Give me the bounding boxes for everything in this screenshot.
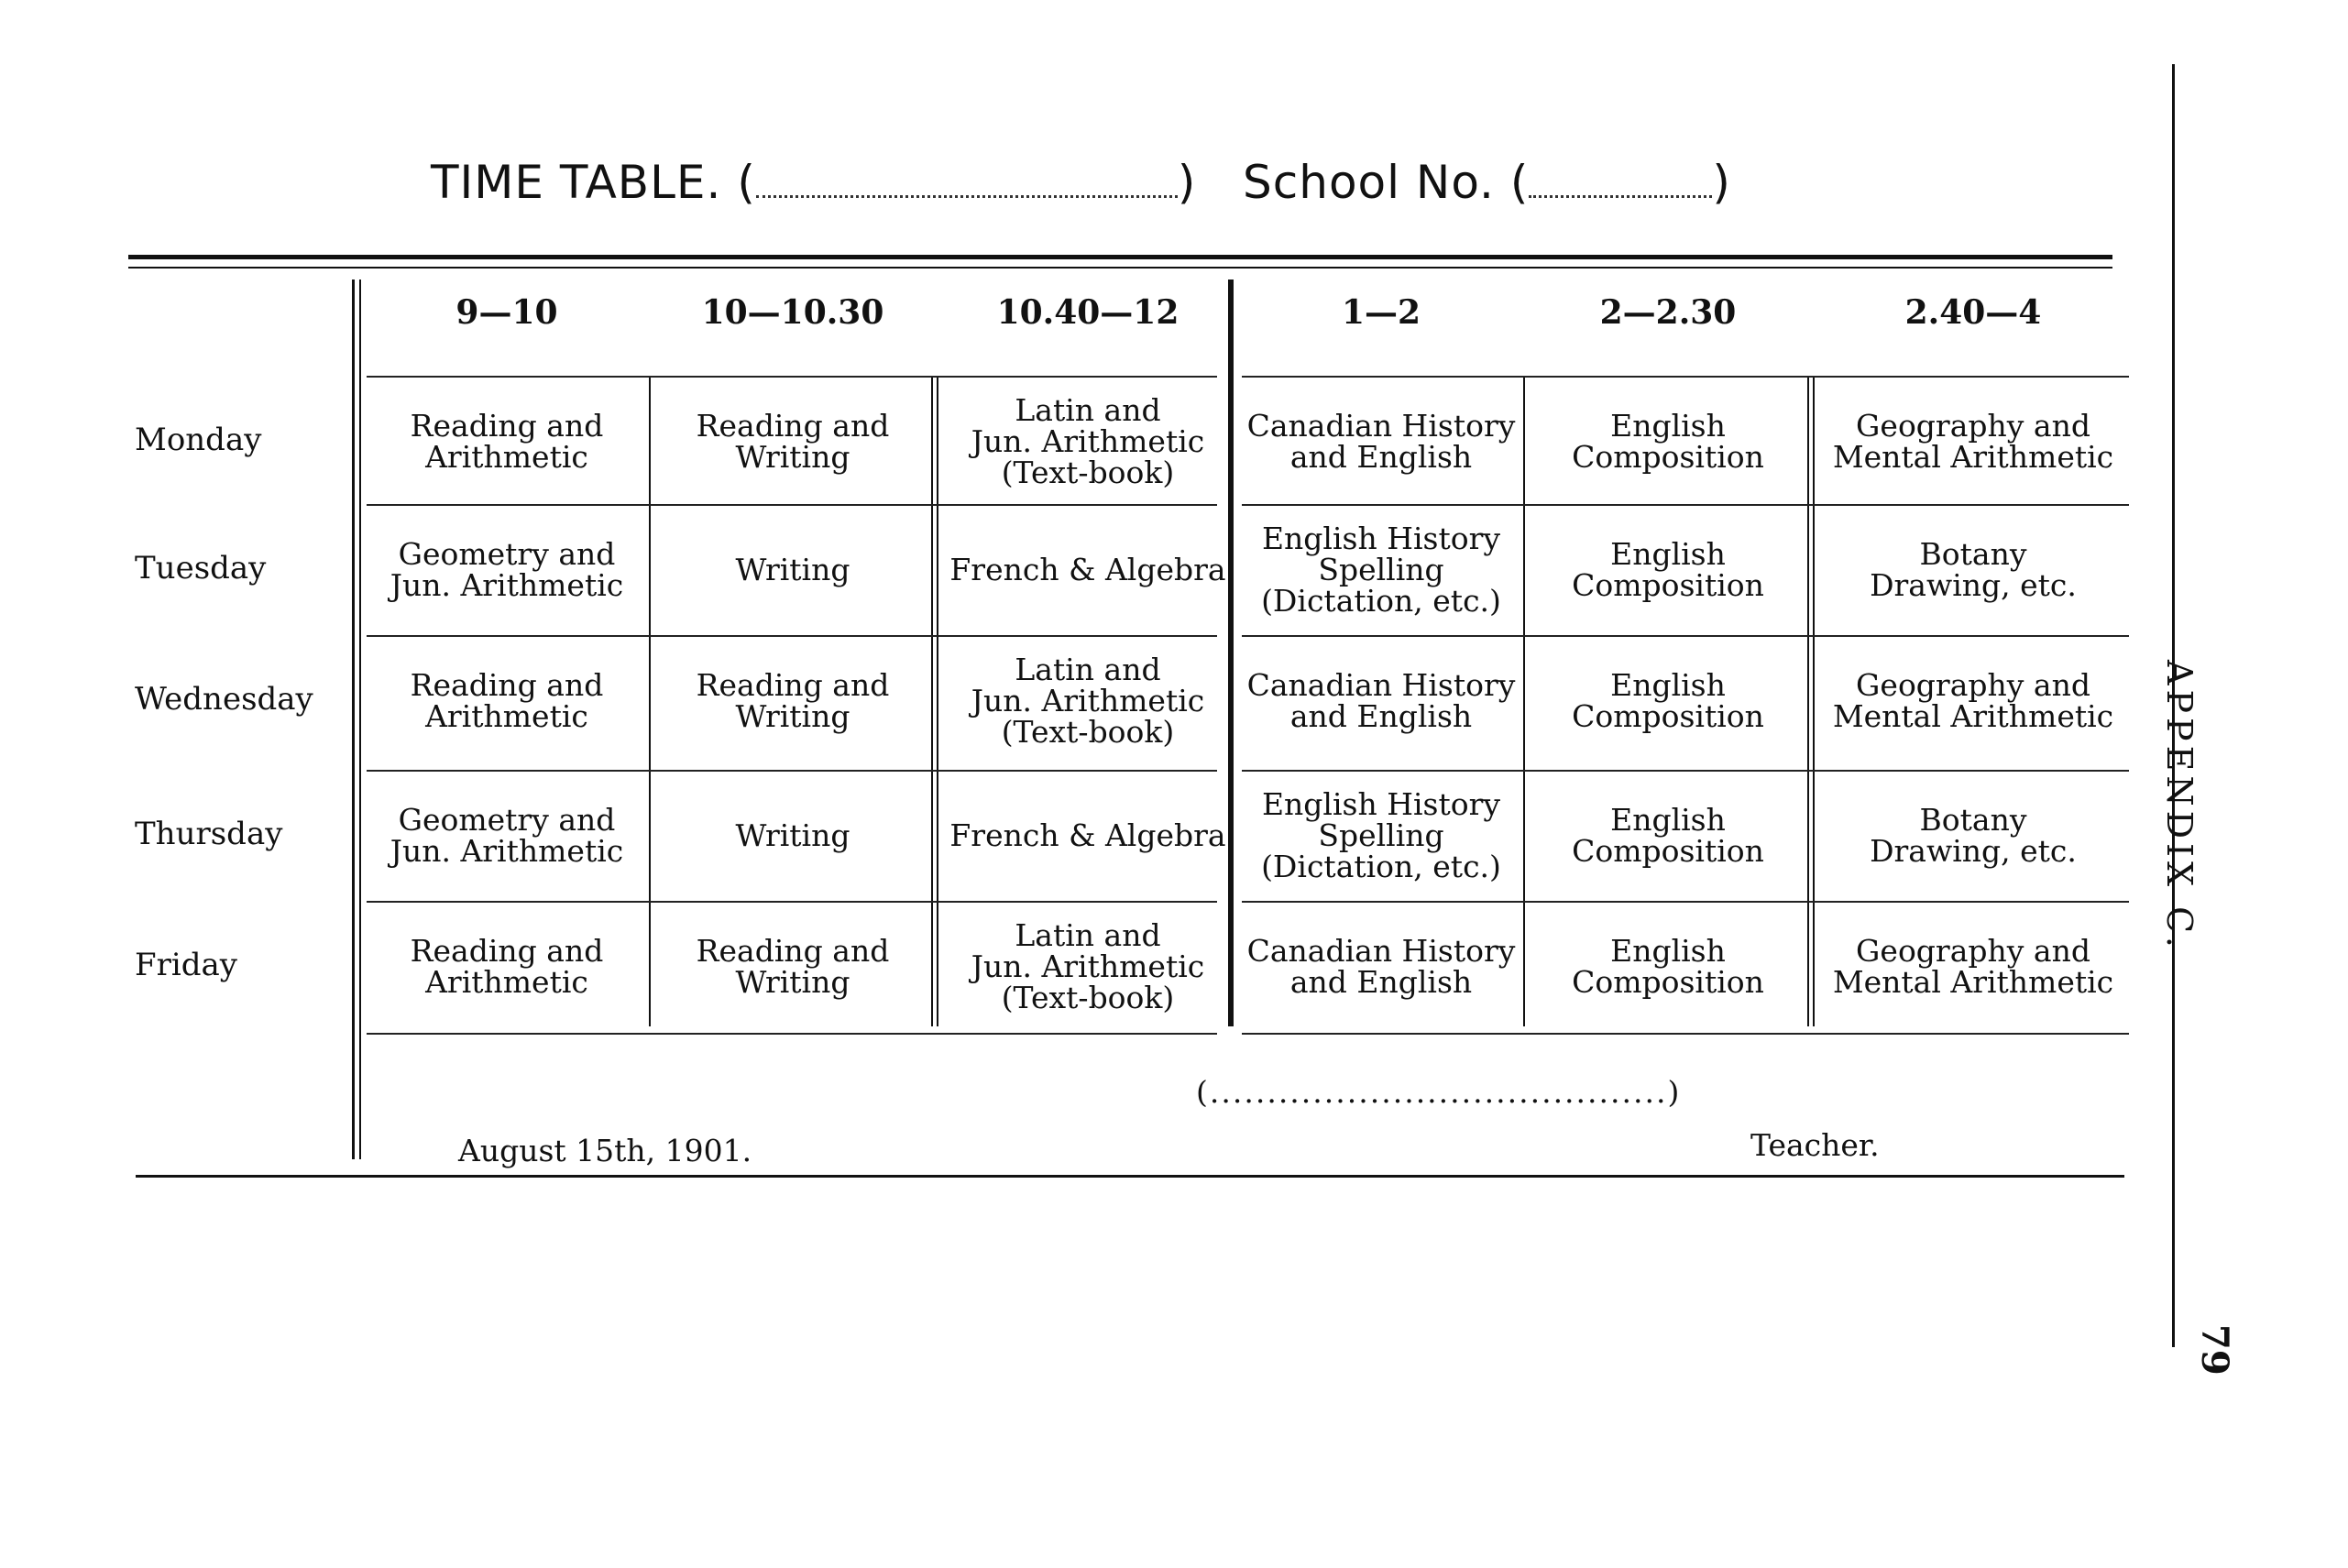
column-rule <box>937 376 938 1026</box>
date-text: August 15th, 1901. <box>458 1133 752 1168</box>
table-cell: Geography and Mental Arithmetic <box>1832 932 2114 1000</box>
column-rule <box>1523 376 1525 1026</box>
table-cell: Latin and Jun. Arithmetic (Text-book) <box>971 916 1205 1015</box>
time-header: 2.40—4 <box>1904 293 2042 332</box>
timetable-label: TIME TABLE. <box>431 156 722 209</box>
row-rule <box>367 1033 1217 1035</box>
column-rule <box>649 376 651 1026</box>
table-cell: Reading and Writing <box>696 932 890 1000</box>
bottom-rule <box>136 1175 2124 1178</box>
table-cell: Canadian History and English <box>1246 407 1516 475</box>
table-cell: English Composition <box>1572 407 1764 475</box>
row-rule <box>1242 901 2129 903</box>
day-label: Friday <box>135 947 237 983</box>
appendix-label: APPENDIX C. <box>2159 660 2200 952</box>
table-cell: Writing <box>735 551 850 587</box>
table-cell: Latin and Jun. Arithmetic (Text-book) <box>971 391 1205 490</box>
table-cell: French & Algebra <box>949 817 1226 853</box>
row-rule <box>367 901 1217 903</box>
table-cell: Reading and Writing <box>696 666 890 734</box>
row-rule <box>1242 504 2129 506</box>
day-label: Thursday <box>135 816 283 852</box>
table-cell: Latin and Jun. Arithmetic (Text-book) <box>971 651 1205 750</box>
row-rule <box>1242 376 2129 378</box>
table-cell: Reading and Arithmetic <box>410 932 604 1000</box>
table-cell: English History Spelling (Dictation, etc.) <box>1261 520 1501 619</box>
day-label: Tuesday <box>135 550 267 587</box>
row-rule <box>367 635 1217 637</box>
time-header: 10—10.30 <box>701 293 884 332</box>
table-cell: Canadian History and English <box>1246 932 1516 1000</box>
table-cell: Geometry and Jun. Arithmetic <box>390 801 624 869</box>
left-double-rule-a <box>352 280 355 1159</box>
timetable-blank <box>756 171 1178 198</box>
column-rule-double <box>931 376 933 1026</box>
day-label: Wednesday <box>135 681 313 718</box>
page-title: TIME TABLE. ( ) School No. ( ) <box>431 156 1731 209</box>
school-label: School No. <box>1243 156 1495 209</box>
row-rule <box>1242 635 2129 637</box>
table-cell: Reading and Writing <box>696 407 890 475</box>
table-cell: Reading and Arithmetic <box>410 407 604 475</box>
table-cell: Reading and Arithmetic <box>410 666 604 734</box>
time-header: 1—2 <box>1341 293 1421 332</box>
column-rule <box>1813 376 1815 1026</box>
row-rule <box>1242 1033 2129 1035</box>
top-rule-thick <box>128 255 2112 259</box>
time-header: 10.40—12 <box>996 293 1179 332</box>
table-cell: Botany Drawing, etc. <box>1870 801 2077 869</box>
row-rule <box>1242 770 2129 772</box>
page-number: 79 <box>2193 1324 2236 1376</box>
table-cell: English Composition <box>1572 666 1764 734</box>
table-cell: Geography and Mental Arithmetic <box>1832 666 2114 734</box>
left-double-rule-b <box>359 280 361 1159</box>
day-label: Monday <box>135 422 262 458</box>
table-cell: Botany Drawing, etc. <box>1870 535 2077 603</box>
row-rule <box>367 504 1217 506</box>
teacher-label: Teacher. <box>1750 1127 1880 1163</box>
table-cell: French & Algebra <box>949 551 1226 587</box>
column-rule-double <box>1807 376 1809 1026</box>
time-header: 9—10 <box>455 293 558 332</box>
top-rule-thin <box>128 267 2112 269</box>
table-cell: Geography and Mental Arithmetic <box>1832 407 2114 475</box>
row-rule <box>367 376 1217 378</box>
row-rule <box>367 770 1217 772</box>
time-header: 2—2.30 <box>1599 293 1737 332</box>
table-cell: English Composition <box>1572 535 1764 603</box>
table-cell: English Composition <box>1572 801 1764 869</box>
signature-line: (........................................) <box>1196 1074 1682 1110</box>
midday-rule <box>1228 280 1234 1026</box>
table-cell: English Composition <box>1572 932 1764 1000</box>
school-number-blank <box>1529 171 1712 198</box>
table-cell: Geometry and Jun. Arithmetic <box>390 535 624 603</box>
table-cell: Canadian History and English <box>1246 666 1516 734</box>
table-cell: English History Spelling (Dictation, etc.) <box>1261 785 1501 884</box>
table-cell: Writing <box>735 817 850 853</box>
